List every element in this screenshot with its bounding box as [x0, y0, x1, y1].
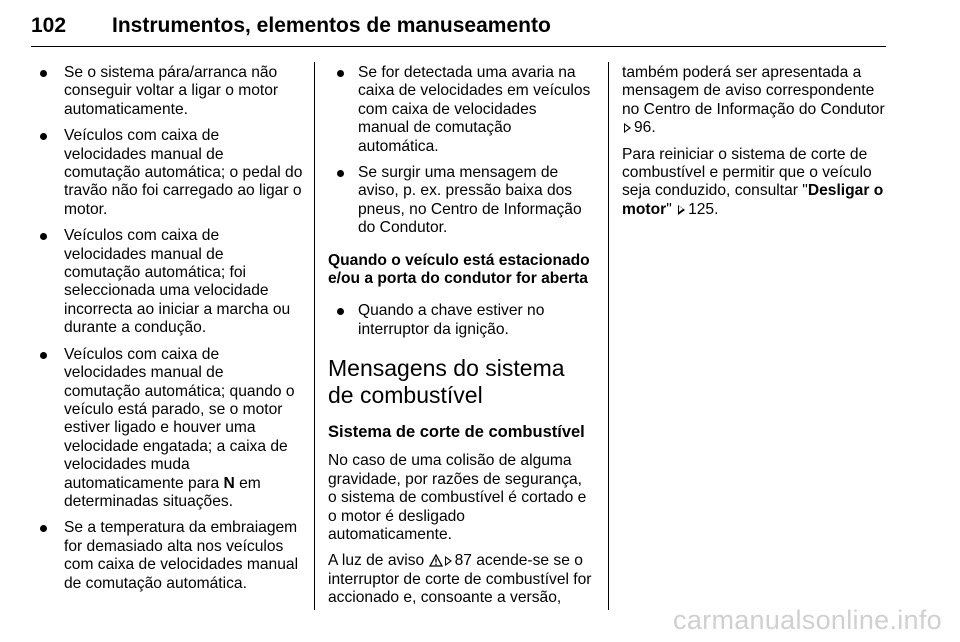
bullet-icon: [40, 70, 47, 77]
cross-reference-title: Desligar o motor: [622, 182, 884, 218]
bullet-list: [31, 64, 303, 593]
watermark: carmanualsonline.info: [673, 605, 942, 635]
column-left: [31, 64, 303, 601]
paragraph: [622, 64, 888, 138]
paragraph-text: acende-se se o interruptor de corte de combustível for accionado e, consoante a versão,: [328, 552, 592, 607]
column-divider: [314, 62, 315, 610]
warning-triangle-icon: [429, 554, 443, 567]
column-middle: [328, 64, 592, 616]
list-item: [31, 64, 303, 119]
paragraph-text: Para reiniciar o sistema de corte de combustível e permitir que o veículo seja conduzido, consultar ": [622, 145, 872, 200]
list-item-text: Quando a chave estiver no interruptor da ignição.: [358, 302, 545, 338]
bullet-icon: [337, 70, 344, 77]
bullet-list: [328, 64, 592, 238]
bullet-icon: [40, 352, 47, 359]
gear-letter: N: [223, 474, 235, 492]
reference-arrow-icon: [624, 123, 631, 133]
list-item: [328, 302, 592, 339]
bullet-icon: [40, 133, 47, 140]
list-item-text: Veículos com caixa de velocidades manual de comutação automática; foi seleccionada uma velocidade incorrecta ao iniciar a marcha ou durante a condução.: [64, 227, 291, 337]
paragraph-text: também poderá ser apresentada a mensagem de aviso correspondente no Centro de Informação do Condutor: [622, 64, 885, 118]
page-reference: 125: [688, 200, 715, 218]
bullet-list: [328, 302, 592, 339]
page-title: Instrumentos, elementos de manuseamento: [112, 14, 551, 37]
list-item: [31, 519, 303, 593]
bullet-icon: [337, 170, 344, 177]
paragraph: [622, 146, 888, 220]
section-title: Mensagens do sistema de combustível: [328, 355, 565, 409]
bullet-icon: [40, 233, 47, 240]
column-divider: [608, 62, 609, 610]
page-header: [31, 6, 886, 47]
list-item: [328, 64, 592, 156]
list-item: [31, 227, 303, 337]
page-reference: 87: [454, 552, 472, 570]
paragraph-text: .: [651, 119, 656, 137]
paragraph: No caso de uma colisão de alguma gravidade, por razões de segurança, o sistema de combustível é cortado e o motor é desligado automaticamente.: [328, 452, 587, 543]
list-item-text: Se a temperatura da embraiagem for demasiado alta nos veículos com caixa de velocidades manual de comutação automática.: [64, 519, 299, 592]
paragraph-text: .: [714, 200, 719, 218]
bullet-icon: [40, 525, 47, 532]
list-item-text: Se o sistema pára/arranca não conseguir voltar a ligar o motor automaticamente.: [64, 64, 279, 118]
list-item-text: Se for detectada uma avaria na caixa de velocidades em veículos com caixa de velocidades manual de comutação automática.: [358, 64, 591, 155]
list-item-text: Se surgir uma mensagem de aviso, p. ex. pressão baixa dos pneus, no Centro de Informação do Condutor.: [358, 164, 582, 237]
page-number: 102: [31, 14, 67, 37]
reference-arrow-icon: [445, 556, 452, 566]
list-item-text: em determinadas situações.: [64, 474, 261, 510]
reference-arrow-icon: [678, 205, 685, 215]
bullet-icon: [337, 308, 344, 315]
column-right: [622, 64, 888, 227]
subheading: Quando o veículo está estacionado e/ou a porta do condutor for aberta: [328, 251, 590, 288]
list-item-text: Veículos com caixa de velocidades manual de comutação automática; quando o veículo está parado, se o motor estiver ligado e houver uma velocidade engatada; a caixa de velocidades muda automaticamente para: [64, 345, 295, 492]
list-item: [328, 164, 592, 238]
paragraph-text: A luz de aviso: [328, 552, 429, 570]
list-item: [31, 346, 303, 512]
page-reference: 96: [634, 119, 652, 137]
section-subtitle: Sistema de corte de combustível: [328, 423, 585, 442]
list-item-text: Veículos com caixa de velocidades manual de comutação automática; o pedal do travão não foi carregado ao ligar o motor.: [64, 127, 303, 218]
list-item: [31, 127, 303, 219]
paragraph: [328, 552, 592, 607]
paragraph-text: ": [666, 200, 677, 218]
